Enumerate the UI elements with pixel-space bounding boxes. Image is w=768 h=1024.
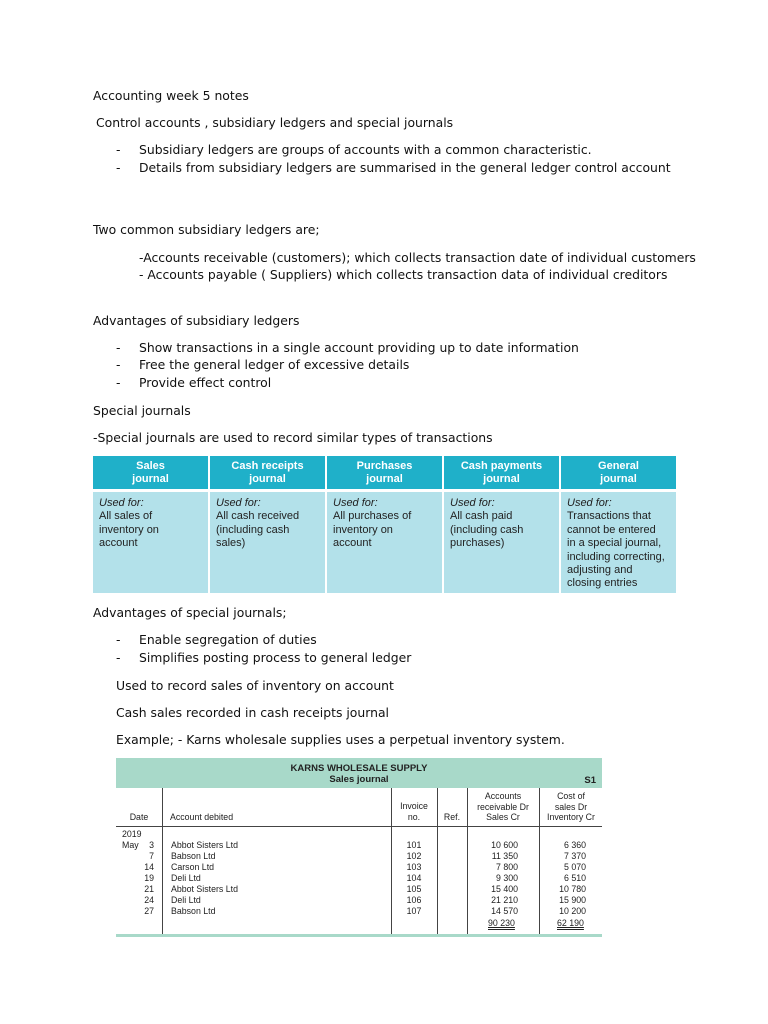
journal-card-purchases bbox=[327, 456, 442, 593]
journal-card-title: journal bbox=[249, 472, 286, 485]
account-cell: Deli Ltd bbox=[171, 873, 201, 883]
bullet-text: Free the general ledger of excessive details bbox=[139, 357, 410, 372]
col-header-account: Account debited bbox=[170, 812, 234, 822]
account-cell: Babson Ltd bbox=[171, 906, 216, 916]
journal-card-title: journal bbox=[132, 472, 169, 485]
account-cell: Babson Ltd bbox=[171, 851, 216, 861]
bullet-text: Enable segregation of duties bbox=[139, 632, 317, 647]
journal-card-title: journal bbox=[600, 472, 637, 485]
cos-cell: 7 370 bbox=[563, 851, 586, 861]
day-cell: 3 bbox=[149, 840, 154, 850]
account-cell: Carson Ltd bbox=[171, 862, 215, 872]
journal-card-text: (including cash bbox=[450, 523, 524, 536]
journal-card-text: including correcting, bbox=[567, 550, 665, 563]
paragraph-line: Cash sales recorded in cash receipts journal bbox=[116, 705, 389, 720]
journal-card-text: account bbox=[333, 537, 372, 550]
invoice-cell: 105 bbox=[406, 884, 422, 894]
ledger-line: - Accounts payable ( Suppliers) which collects transaction data of individual creditors bbox=[139, 267, 668, 282]
journal-card-body bbox=[210, 492, 325, 593]
journal-code: S1 bbox=[584, 775, 596, 786]
cos-cell: 10 200 bbox=[559, 906, 586, 916]
col-header-line: Sales Cr bbox=[486, 812, 520, 822]
journal-card-text: inventory on bbox=[333, 523, 393, 536]
page-title: Accounting week 5 notes bbox=[93, 88, 249, 103]
bullet-dash: - bbox=[116, 340, 121, 355]
bullet-dash: - bbox=[116, 357, 121, 372]
cos-cell: 5 070 bbox=[563, 862, 586, 872]
cos-cell: 15 900 bbox=[559, 895, 586, 905]
col-header-line: receivable Dr bbox=[477, 801, 529, 812]
journal-card-body bbox=[327, 492, 442, 593]
bullet-text: Provide effect control bbox=[139, 375, 272, 390]
day-cell: 27 bbox=[144, 906, 154, 916]
journal-card-title: journal bbox=[483, 472, 520, 485]
col-header-line: Inventory Cr bbox=[547, 812, 595, 822]
month-cell: May bbox=[122, 840, 139, 850]
year-cell: 2019 bbox=[122, 829, 142, 839]
bullet-text: Details from subsidiary ledgers are summarised in the general ledger control account bbox=[139, 160, 671, 175]
col-header-cos bbox=[540, 791, 602, 823]
total-ar: 90 230 bbox=[488, 918, 515, 928]
used-for-label: Used for: bbox=[333, 497, 378, 509]
col-header-line: no. bbox=[407, 811, 421, 822]
bullet-text: Simplifies posting process to general ledger bbox=[139, 650, 412, 665]
used-for-label: Used for: bbox=[216, 497, 261, 509]
account-cell: Abbot Sisters Ltd bbox=[171, 884, 238, 894]
day-cell: 21 bbox=[144, 884, 154, 894]
day-cell: 14 bbox=[144, 862, 154, 872]
bullet-dash: - bbox=[116, 375, 121, 390]
bullet-dash: - bbox=[116, 632, 121, 647]
header-rule bbox=[116, 826, 602, 827]
sales-journal-table bbox=[116, 758, 602, 937]
journal-card-text: All cash paid bbox=[450, 510, 513, 523]
bullet-dash: - bbox=[116, 142, 121, 157]
invoice-cell: 103 bbox=[406, 862, 422, 872]
account-cell: Abbot Sisters Ltd bbox=[171, 840, 238, 850]
ar-cell: 9 300 bbox=[495, 873, 518, 883]
journal-card-text: inventory on bbox=[99, 523, 159, 536]
journal-card-text: account bbox=[99, 537, 138, 550]
journal-card-text: (including cash bbox=[216, 523, 290, 536]
col-header-date: Date bbox=[129, 812, 149, 822]
journal-card-body bbox=[93, 492, 208, 593]
journal-card-body bbox=[561, 492, 676, 593]
cos-cell: 10 780 bbox=[559, 884, 586, 894]
journal-card-text: cannot be entered bbox=[567, 523, 656, 536]
journal-card-title: Sales bbox=[136, 459, 165, 472]
bullet-dash: - bbox=[116, 160, 121, 175]
invoice-cell: 102 bbox=[406, 851, 422, 861]
column-divider bbox=[162, 788, 163, 934]
column-divider bbox=[437, 788, 438, 934]
invoice-cell: 106 bbox=[406, 895, 422, 905]
ar-cell: 15 400 bbox=[491, 884, 518, 894]
special-journals-line: -Special journals are used to record similar types of transactions bbox=[93, 430, 493, 445]
account-cell: Deli Ltd bbox=[171, 895, 201, 905]
invoice-cell: 107 bbox=[406, 906, 422, 916]
journal-card-text: in a special journal, bbox=[567, 537, 662, 550]
journal-card-body bbox=[444, 492, 559, 593]
day-cell: 19 bbox=[144, 873, 154, 883]
journal-card-title: General bbox=[598, 459, 639, 472]
journal-card-sales bbox=[93, 456, 208, 593]
ar-cell: 11 350 bbox=[491, 851, 518, 861]
col-header-ref: Ref. bbox=[443, 812, 461, 822]
journal-card-header bbox=[561, 456, 676, 489]
ar-cell: 7 800 bbox=[495, 862, 518, 872]
journal-card-title: journal bbox=[366, 472, 403, 485]
journal-card-text: All cash received bbox=[216, 510, 300, 523]
ar-cell: 10 600 bbox=[491, 840, 518, 850]
journal-card-header bbox=[444, 456, 559, 489]
paragraph-line: Used to record sales of inventory on account bbox=[116, 678, 394, 693]
bullet-text: Show transactions in a single account providing up to date information bbox=[139, 340, 579, 355]
journal-name: Sales journal bbox=[329, 774, 389, 785]
journal-card-text: closing entries bbox=[567, 577, 638, 590]
total-cos: 62 190 bbox=[557, 918, 584, 928]
journal-card-text: Transactions that bbox=[567, 510, 651, 523]
used-for-label: Used for: bbox=[450, 497, 495, 509]
ledger-line: -Accounts receivable (customers); which collects transaction date of individual customers bbox=[139, 250, 696, 265]
invoice-cell: 104 bbox=[406, 873, 422, 883]
journal-card-general bbox=[561, 456, 676, 593]
used-for-label: Used for: bbox=[567, 497, 612, 509]
col-header-line: Cost of bbox=[557, 791, 585, 801]
day-cell: 24 bbox=[144, 895, 154, 905]
journal-card-title: Cash receipts bbox=[231, 459, 304, 472]
bullet-dash: - bbox=[116, 650, 121, 665]
cos-cell: 6 360 bbox=[563, 840, 586, 850]
company-name: KARNS WHOLESALE SUPPLY bbox=[290, 763, 428, 774]
col-header-invoice bbox=[392, 801, 436, 822]
journal-card-text: sales) bbox=[216, 537, 246, 550]
special-journals-heading: Special journals bbox=[93, 403, 191, 418]
ar-cell: 21 210 bbox=[491, 895, 518, 905]
journal-card-text: purchases) bbox=[450, 537, 505, 550]
col-header-line: Accounts bbox=[484, 791, 522, 801]
sales-journal-footer-band bbox=[116, 934, 602, 937]
col-header-line: sales Dr bbox=[554, 801, 588, 812]
journal-card-header bbox=[210, 456, 325, 489]
paragraph-line: Example; - Karns wholesale supplies uses a perpetual inventory system. bbox=[116, 732, 565, 747]
journal-card-header bbox=[93, 456, 208, 489]
col-header-line: Invoice bbox=[400, 801, 428, 811]
journal-card-title: Cash payments bbox=[460, 459, 543, 472]
journal-card-text: All purchases of bbox=[333, 510, 412, 523]
advantages-special-heading: Advantages of special journals; bbox=[93, 605, 287, 620]
used-for-label: Used for: bbox=[99, 497, 144, 509]
day-cell: 7 bbox=[149, 851, 154, 861]
section-subtitle: Control accounts , subsidiary ledgers and special journals bbox=[96, 115, 454, 130]
journal-card-text: adjusting and bbox=[567, 564, 633, 577]
invoice-cell: 101 bbox=[406, 840, 422, 850]
two-common-heading: Two common subsidiary ledgers are; bbox=[93, 222, 320, 237]
bullet-text: Subsidiary ledgers are groups of accounts with a common characteristic. bbox=[139, 142, 592, 157]
ar-cell: 14 570 bbox=[491, 906, 518, 916]
cos-cell: 6 510 bbox=[563, 873, 586, 883]
journal-card-cash-receipts bbox=[210, 456, 325, 593]
journal-card-cash-payments bbox=[444, 456, 559, 593]
advantages-ledgers-heading: Advantages of subsidiary ledgers bbox=[93, 313, 300, 328]
journal-card-title: Purchases bbox=[356, 459, 413, 472]
col-header-ar bbox=[468, 791, 538, 823]
journal-card-text: All sales of bbox=[99, 510, 153, 523]
journal-card-header bbox=[327, 456, 442, 489]
